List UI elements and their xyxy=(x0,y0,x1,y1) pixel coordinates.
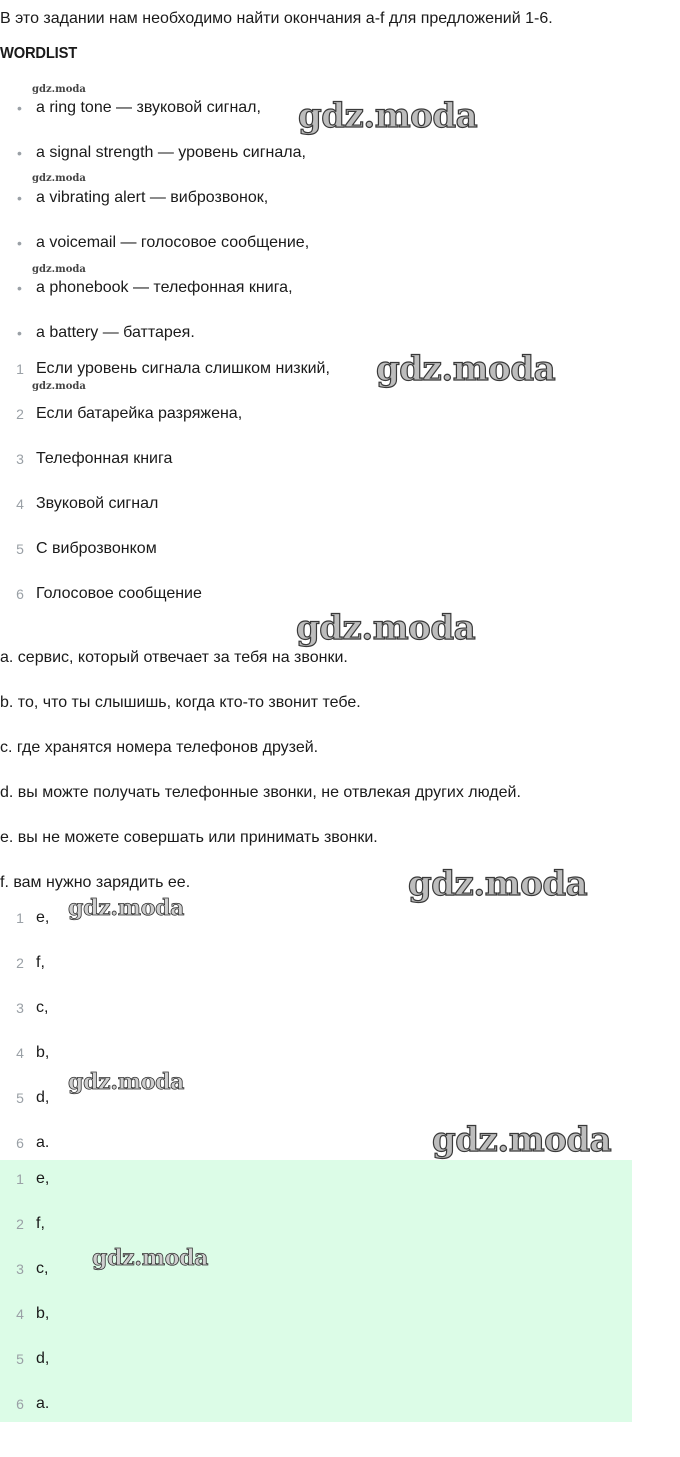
watermark-logo: gdz.moda xyxy=(408,864,588,904)
ending-c: c. где хранятся номера телефонов друзей. xyxy=(0,739,319,756)
sentence-number: 6 xyxy=(16,586,24,602)
answer-text: f, xyxy=(36,954,45,971)
wordlist-item-text: a ring tone — звуковой сигнал, xyxy=(36,99,261,116)
answer-text: a. xyxy=(36,1395,50,1412)
answer-text: a. xyxy=(36,1134,50,1151)
answer-number: 6 xyxy=(16,1396,24,1412)
answer-number: 4 xyxy=(16,1045,24,1061)
answer-text: c, xyxy=(36,999,49,1016)
sentence-text: Голосовое сообщение xyxy=(36,585,202,602)
wordlist-item-text: a vibrating alert — виброзвонок, xyxy=(36,189,269,206)
watermark-logo: gdz.moda xyxy=(32,381,86,392)
watermark-logo: gdz.moda xyxy=(68,1069,185,1095)
watermark-logo: gdz.moda xyxy=(92,1245,209,1271)
watermark-logo: gdz.moda xyxy=(32,173,86,184)
answer-number: 5 xyxy=(16,1090,24,1106)
answer-number: 2 xyxy=(16,1216,24,1232)
watermark-logo: gdz.moda xyxy=(68,895,185,921)
wordlist-item-text: a phonebook — телефонная книга, xyxy=(36,279,293,296)
sentence-number: 5 xyxy=(16,541,24,557)
ending-e: e. вы не можете совершать или принимать звонки. xyxy=(0,829,378,846)
sentence-text: С виброзвонком xyxy=(36,540,157,557)
bullet-icon: • xyxy=(17,235,22,251)
answer-highlight-box xyxy=(0,1160,632,1422)
ending-f: f. вам нужно зарядить ее. xyxy=(0,874,191,891)
answer-text: f, xyxy=(36,1215,45,1232)
answer-number: 6 xyxy=(16,1135,24,1151)
ending-d: d. вы можте получать телефонные звонки, не отвлекая других людей. xyxy=(0,784,521,801)
answer-number: 4 xyxy=(16,1306,24,1322)
answer-number: 3 xyxy=(16,1261,24,1277)
bullet-icon: • xyxy=(17,280,22,296)
answer-number: 2 xyxy=(16,955,24,971)
answer-text: e, xyxy=(36,909,50,926)
watermark-logo: gdz.moda xyxy=(296,608,476,648)
answer-text: b, xyxy=(36,1044,50,1061)
answer-text: b, xyxy=(36,1305,50,1322)
wordlist-heading: WORDLIST xyxy=(0,45,78,62)
bullet-icon: • xyxy=(17,100,22,116)
intro-text: В это задании нам необходимо найти окончания a-f для предложений 1-6. xyxy=(0,10,553,27)
wordlist-item-text: a voicemail — голосовое сообщение, xyxy=(36,234,310,251)
answer-text: d, xyxy=(36,1350,50,1367)
sentence-number: 4 xyxy=(16,496,24,512)
sentence-text: Если батарейка разряжена, xyxy=(36,405,243,422)
wordlist-item-text: a signal strength — уровень сигнала, xyxy=(36,144,306,161)
answer-number: 1 xyxy=(16,910,24,926)
answer-text: c, xyxy=(36,1260,49,1277)
answer-text: d, xyxy=(36,1089,50,1106)
sentence-number: 1 xyxy=(16,361,24,377)
watermark-logo: gdz.moda xyxy=(432,1120,612,1160)
watermark-logo: gdz.moda xyxy=(376,349,556,389)
sentence-text: Если уровень сигнала слишком низкий, xyxy=(36,360,330,377)
answer-number: 3 xyxy=(16,1000,24,1016)
bullet-icon: • xyxy=(17,190,22,206)
sentence-text: Телефонная книга xyxy=(36,450,173,467)
sentence-number: 3 xyxy=(16,451,24,467)
ending-b: b. то, что ты слышишь, когда кто-то звонит тебе. xyxy=(0,694,361,711)
sentence-number: 2 xyxy=(16,406,24,422)
ending-a: a. сервис, который отвечает за тебя на звонки. xyxy=(0,649,348,666)
wordlist-item-text: a battery — баттарея. xyxy=(36,324,195,341)
answer-text: e, xyxy=(36,1170,50,1187)
answer-number: 5 xyxy=(16,1351,24,1367)
answer-number: 1 xyxy=(16,1171,24,1187)
sentence-text: Звуковой сигнал xyxy=(36,495,159,512)
watermark-logo: gdz.moda xyxy=(32,84,86,95)
watermark-logo: gdz.moda xyxy=(298,96,478,136)
bullet-icon: • xyxy=(17,325,22,341)
bullet-icon: • xyxy=(17,145,22,161)
watermark-logo: gdz.moda xyxy=(32,264,86,275)
